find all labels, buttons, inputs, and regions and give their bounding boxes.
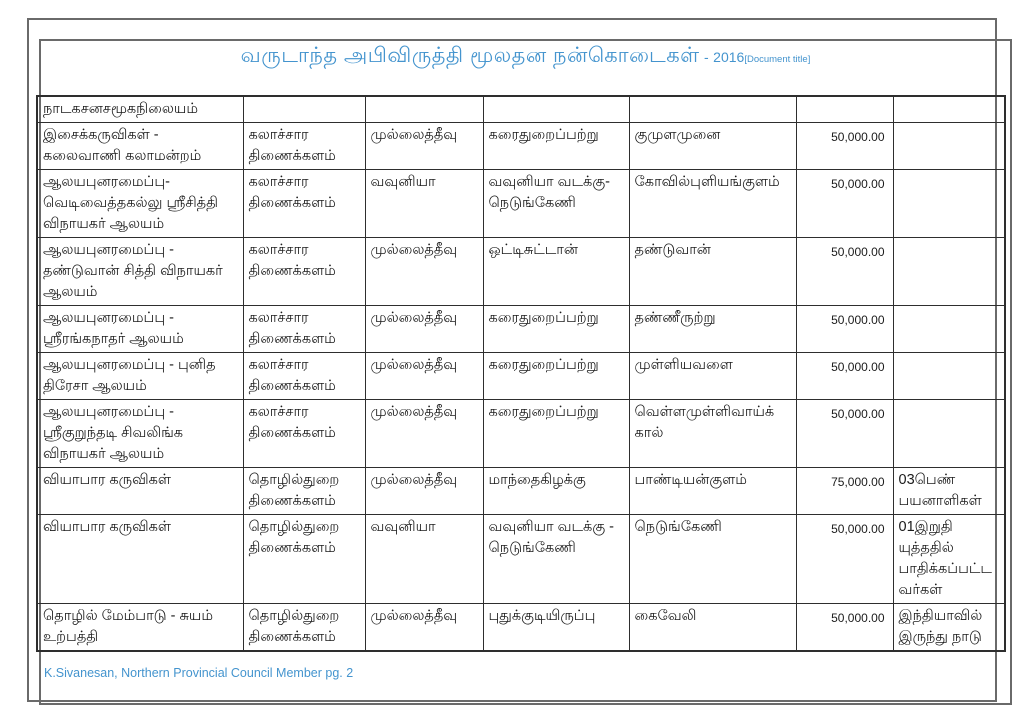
table-row — [37, 468, 1005, 515]
cell-project: ஆலயபுனரமைப்பு - ஸ்ரீகுறுந்தடி சிவலிங்க விநாயகர் ஆலயம் — [37, 400, 243, 468]
cell-project: வியாபார கருவிகள் — [37, 468, 243, 515]
cell-amount: 50,000.00 — [796, 123, 893, 170]
cell-department: தொழில்துறை திணைக்களம் — [243, 468, 365, 515]
table-row — [37, 238, 1005, 306]
cell-project: தொழில் மேம்பாடு - சுயம் உற்பத்தி — [37, 604, 243, 652]
cell-remarks — [893, 96, 1005, 123]
cell-district: வவுனியா — [365, 515, 483, 604]
cell-gn_division: கைவேலி — [629, 604, 796, 652]
cell-remarks: 03பெண் பயனாளிகள் — [893, 468, 1005, 515]
cell-remarks — [893, 306, 1005, 353]
cell-district: முல்லைத்தீவு — [365, 468, 483, 515]
cell-district: முல்லைத்தீவு — [365, 604, 483, 652]
cell-project: இசைக்கருவிகள் - கலைவாணி கலாமன்றம் — [37, 123, 243, 170]
title-year: 2016 — [713, 49, 745, 65]
cell-department: கலாச்சார திணைக்களம் — [243, 400, 365, 468]
cell-remarks — [893, 400, 1005, 468]
table-row — [37, 96, 1005, 123]
page-footer: K.Sivanesan, Northern Provincial Council Member pg. 2 — [44, 666, 354, 680]
cell-department: கலாச்சார திணைக்களம் — [243, 170, 365, 238]
cell-remarks — [893, 238, 1005, 306]
cell-division: கரைதுறைப்பற்று — [483, 123, 629, 170]
cell-project: ஆலயபுனரமைப்பு - ஸ்ரீரங்கநாதர் ஆலயம் — [37, 306, 243, 353]
title-dash: - — [704, 49, 709, 65]
cell-gn_division: முள்ளியவளை — [629, 353, 796, 400]
cell-remarks — [893, 170, 1005, 238]
document-title — [39, 44, 1012, 70]
cell-division: கரைதுறைப்பற்று — [483, 353, 629, 400]
cell-district: முல்லைத்தீவு — [365, 238, 483, 306]
title-doc-tag: [Document title] — [744, 54, 811, 65]
cell-gn_division: நெடுங்கேணி — [629, 515, 796, 604]
cell-district: வவுனியா — [365, 170, 483, 238]
cell-department: தொழில்துறை திணைக்களம் — [243, 515, 365, 604]
cell-project: நாடகசனசமூகநிலையம் — [37, 96, 243, 123]
cell-district: முல்லைத்தீவு — [365, 123, 483, 170]
cell-department: கலாச்சார திணைக்களம் — [243, 123, 365, 170]
grants-table — [36, 95, 1006, 652]
cell-division: மாந்தைகிழக்கு — [483, 468, 629, 515]
cell-gn_division: குமுளமுனை — [629, 123, 796, 170]
cell-project: ஆலயபுனரமைப்பு - புனித திரேசா ஆலயம் — [37, 353, 243, 400]
cell-department: கலாச்சார திணைக்களம் — [243, 306, 365, 353]
cell-amount — [796, 96, 893, 123]
cell-amount: 50,000.00 — [796, 306, 893, 353]
cell-gn_division: வெள்ளமுள்ளிவாய்க்கால் — [629, 400, 796, 468]
cell-remarks: 01இறுதி யுத்ததில் பாதிக்கப்பட்ட வர்கள் — [893, 515, 1005, 604]
cell-amount: 50,000.00 — [796, 515, 893, 604]
cell-district: முல்லைத்தீவு — [365, 400, 483, 468]
cell-remarks: இந்தியாவில் இருந்து நாடு — [893, 604, 1005, 652]
cell-division: வவுனியா வடக்கு- நெடுங்கேணி — [483, 170, 629, 238]
table-row — [37, 170, 1005, 238]
cell-remarks — [893, 123, 1005, 170]
cell-remarks — [893, 353, 1005, 400]
cell-amount: 50,000.00 — [796, 353, 893, 400]
cell-department: தொழில்துறை திணைக்களம் — [243, 604, 365, 652]
cell-amount: 50,000.00 — [796, 238, 893, 306]
cell-gn_division: தண்ணீருற்று — [629, 306, 796, 353]
cell-division: கரைதுறைப்பற்று — [483, 306, 629, 353]
cell-gn_division — [629, 96, 796, 123]
cell-amount: 50,000.00 — [796, 400, 893, 468]
cell-division: புதுக்குடியிருப்பு — [483, 604, 629, 652]
table-row — [37, 400, 1005, 468]
cell-department — [243, 96, 365, 123]
cell-project: ஆலயபுனரமைப்பு - தண்டுவான் சித்தி விநாயகர் ஆலயம் — [37, 238, 243, 306]
table-row — [37, 353, 1005, 400]
cell-project: வியாபார கருவிகள் — [37, 515, 243, 604]
cell-district: முல்லைத்தீவு — [365, 353, 483, 400]
cell-project: ஆலயபுனரமைப்பு- வெடிவைத்தகல்லு ஸ்ரீசித்தி விநாயகர் ஆலயம் — [37, 170, 243, 238]
grants-table-body — [37, 96, 1005, 651]
table-row — [37, 604, 1005, 652]
table-row — [37, 515, 1005, 604]
cell-district — [365, 96, 483, 123]
cell-district: முல்லைத்தீவு — [365, 306, 483, 353]
cell-division: கரைதுறைப்பற்று — [483, 400, 629, 468]
title-main-text: வருடாந்த அபிவிருத்தி மூலதன நன்கொடைகள் — [240, 44, 700, 67]
cell-gn_division: பாண்டியன்குளம் — [629, 468, 796, 515]
cell-amount: 50,000.00 — [796, 604, 893, 652]
cell-gn_division: கோவில்புளியங்குளம் — [629, 170, 796, 238]
cell-gn_division: தண்டுவான் — [629, 238, 796, 306]
cell-department: கலாச்சார திணைக்களம் — [243, 353, 365, 400]
cell-department: கலாச்சார திணைக்களம் — [243, 238, 365, 306]
table-row — [37, 123, 1005, 170]
cell-amount: 50,000.00 — [796, 170, 893, 238]
cell-division: வவுனியா வடக்கு - நெடுங்கேணி — [483, 515, 629, 604]
cell-division — [483, 96, 629, 123]
cell-division: ஒட்டிசுட்டான் — [483, 238, 629, 306]
table-row — [37, 306, 1005, 353]
cell-amount: 75,000.00 — [796, 468, 893, 515]
